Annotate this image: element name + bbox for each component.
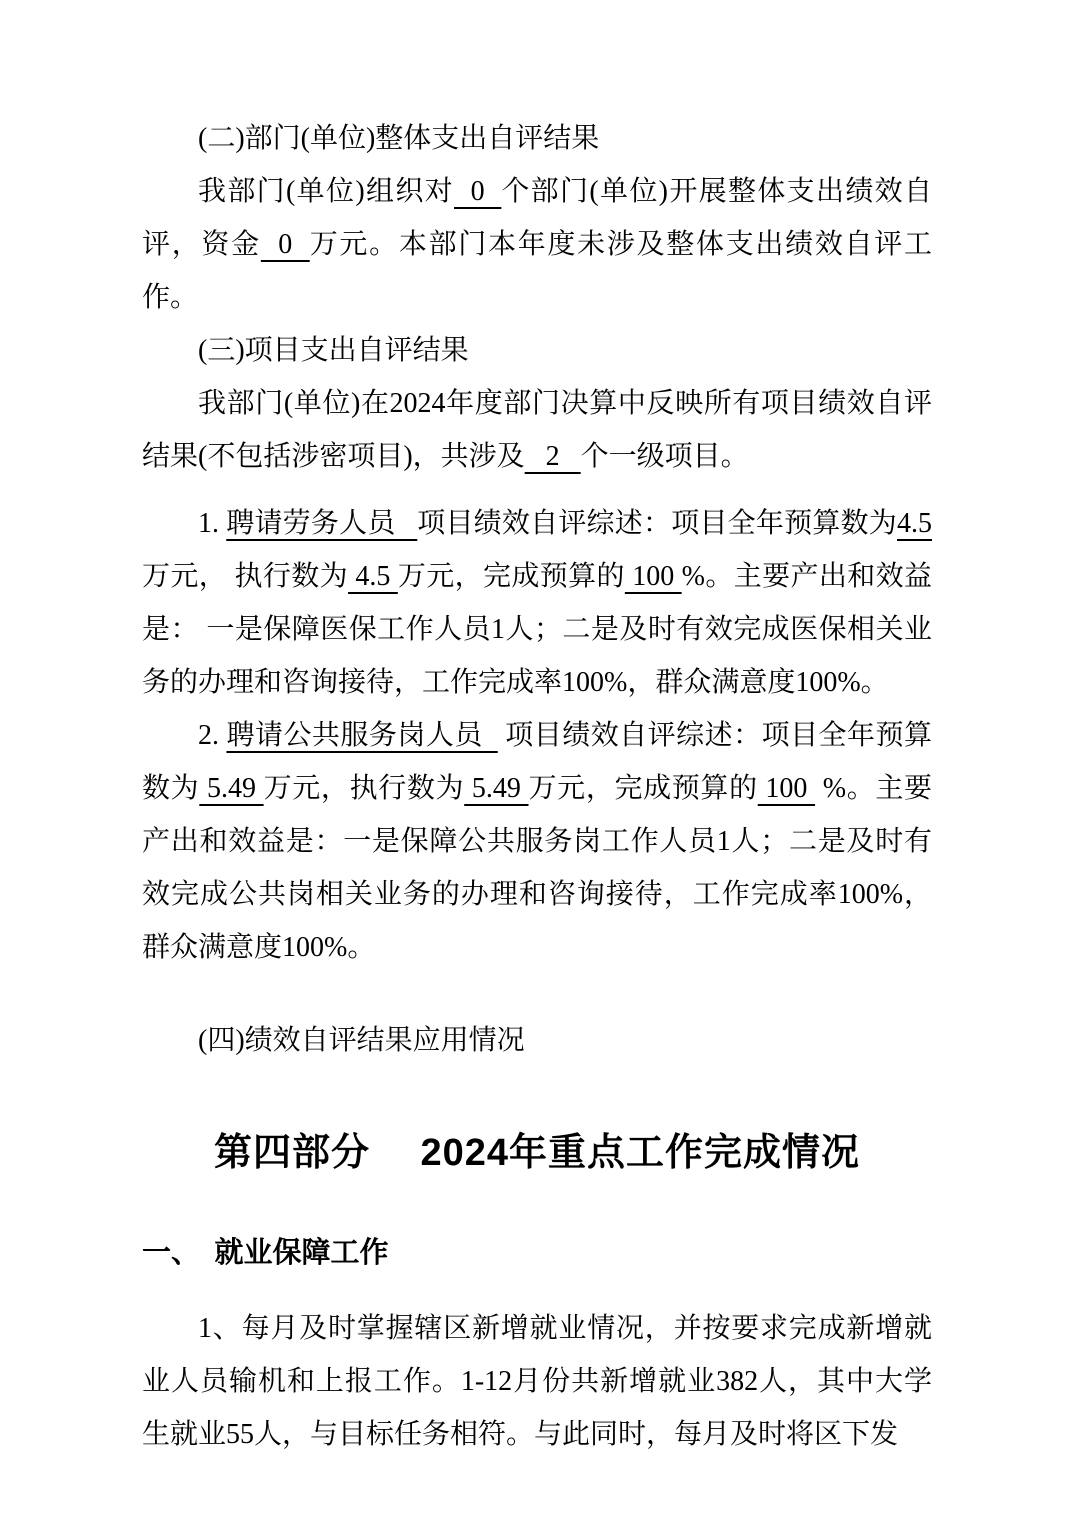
text-run: 个部门(单位)开展整体支出绩效自评，资金 bbox=[142, 176, 933, 260]
text-run: %。主要产出和效益是： 一是保障医保工作人员1人；二是及时有效完成医保相关业务的办理和咨询接待，工作完成率100%，群众满意度100%。 bbox=[142, 561, 932, 698]
text-run: 1、每月及时掌握辖区新增就业情况，并按要求完成新增就业人员输机和上报工作。1-12月份共新增就业382人，其中大学生就业55人，与目标任务相符。与此同时，每月及时将区下发 bbox=[142, 1313, 932, 1450]
text-run: 1. bbox=[198, 508, 227, 539]
section-ii-heading: (二)部门(单位)整体支出自评结果 bbox=[198, 123, 600, 154]
document-content bbox=[142, 112, 932, 1461]
underlined-value: 0 bbox=[454, 176, 502, 207]
text-run: 万元，执行数为 bbox=[263, 773, 465, 804]
text-run: 我部门(单位)组织对 bbox=[198, 176, 454, 207]
text-run: 我部门(单位)在2024年度部门决算中反映所有项目绩效自评结果(不包括涉密项目)，共涉及 bbox=[142, 388, 932, 472]
underlined-value: 100 bbox=[757, 773, 816, 804]
section-iii-heading: (三)项目支出自评结果 bbox=[198, 335, 469, 366]
section-iv-heading: (四)绩效自评结果应用情况 bbox=[198, 1025, 525, 1056]
text-run: 万元。本部门本年度未涉及整体支出绩效自评工作。 bbox=[142, 229, 932, 313]
text-run: 项目绩效自评综述：项目全年预算数为 bbox=[142, 720, 932, 804]
part-four-title: 第四部分 2024年重点工作完成情况 bbox=[213, 1132, 861, 1174]
text-run: 个一级项目。 bbox=[580, 441, 749, 472]
underlined-value: 4.5 bbox=[897, 508, 932, 539]
underlined-value: 100 bbox=[624, 561, 682, 592]
underlined-value: 4.5 bbox=[348, 561, 398, 592]
text-run: 万元，完成预算的 bbox=[528, 773, 758, 804]
underlined-value: 聘请劳务人员 bbox=[226, 508, 418, 539]
underlined-value: 5.49 bbox=[199, 773, 264, 804]
employment-paragraph-1 bbox=[142, 1302, 932, 1461]
project-item-2-public-service-personnel bbox=[142, 709, 932, 974]
text-run: 2. bbox=[198, 720, 227, 751]
underlined-value: 0 bbox=[260, 229, 310, 260]
project-expenditure-self-eval-paragraph bbox=[142, 377, 932, 483]
underlined-value: 5.49 bbox=[464, 773, 529, 804]
text-run: 万元， 执行数为 bbox=[142, 561, 349, 592]
underlined-value: 聘请公共服务岗人员 bbox=[226, 720, 498, 751]
project-item-1-labor-personnel bbox=[142, 497, 932, 709]
text-run: 万元，完成预算的 bbox=[397, 561, 625, 592]
text-run: %。主要产出和效益是：一是保障公共服务岗工作人员1人；二是及时有效完成公共岗相关业务的办理和咨询接待，工作完成率100%，群众满意度100%。 bbox=[142, 773, 932, 963]
text-run: 项目绩效自评综述：项目全年预算数为 bbox=[417, 508, 897, 539]
underlined-value: 2 bbox=[524, 441, 581, 472]
subsection-one-employment-heading: 一、 就业保障工作 bbox=[142, 1237, 389, 1269]
overall-expenditure-self-eval-paragraph bbox=[142, 165, 932, 324]
